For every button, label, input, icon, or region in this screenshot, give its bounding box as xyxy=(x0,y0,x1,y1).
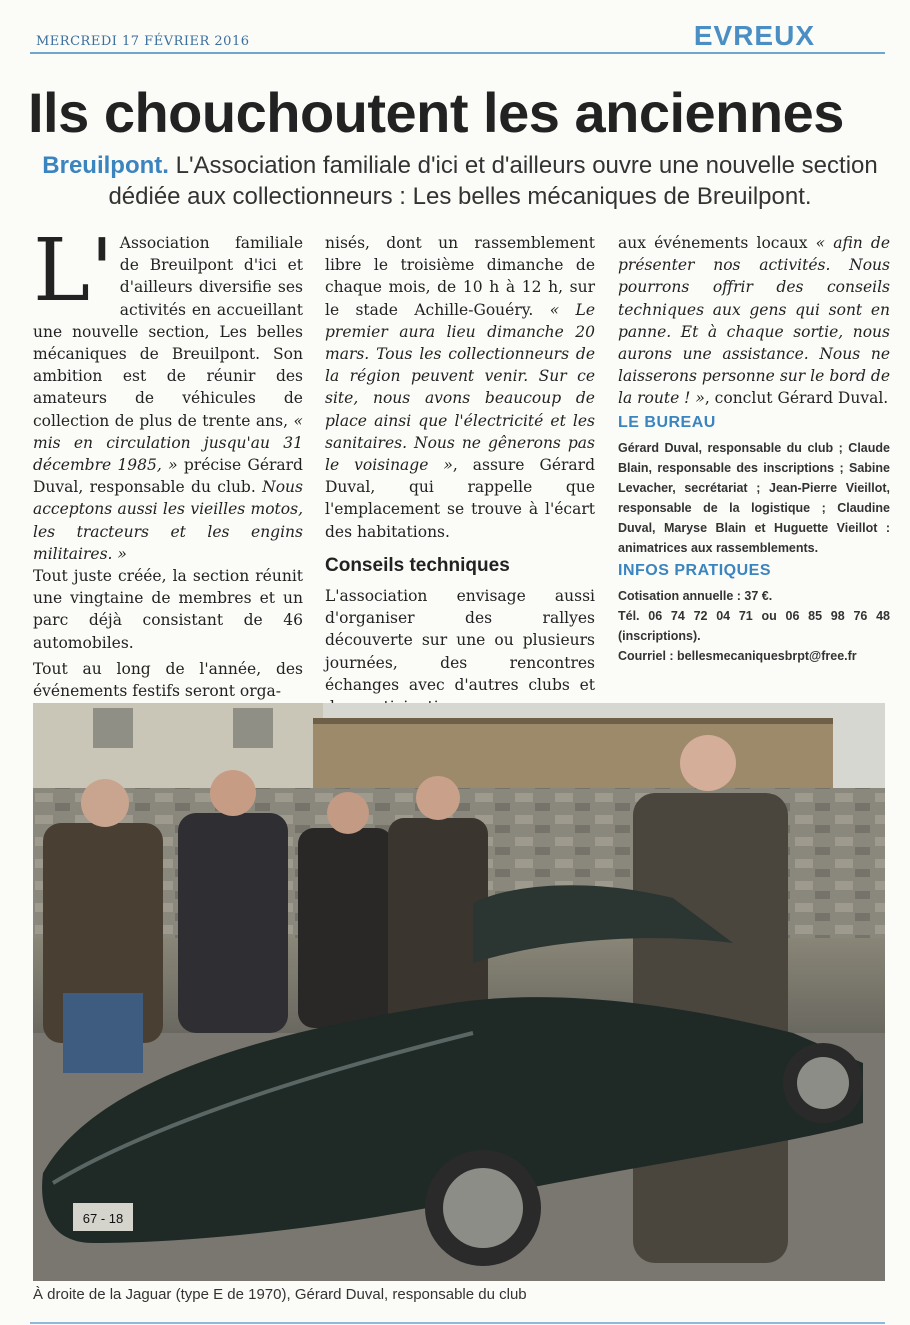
wooden-shed xyxy=(313,718,833,793)
text-run: , assure Gérard Duval, qui rappelle que l'emplacement se trouve à l'écart des habitations. xyxy=(325,456,595,541)
photo-illustration xyxy=(33,703,885,1281)
quote-run: « Le premier aura lieu dimanche 20 mars. Tous les collectionneurs de la région peuvent venir. Sur ce site, nous avons beaucoup de place ainsi que l'électricité et les sanitaires. Nous ne gênerons pas le voisinage » xyxy=(325,300,595,475)
paragraph xyxy=(618,232,890,410)
subheading: Conseils techniques xyxy=(325,554,510,576)
window xyxy=(233,708,273,748)
standfirst-text: L'Association familiale d'ici et d'ailleurs ouvre une nouvelle section dédiée aux collectionneurs : Les belles mécaniques de Breuilpont. xyxy=(108,152,878,210)
paragraph: Tout au long de l'année, des événements festifs seront orga- xyxy=(33,659,303,701)
paragraph xyxy=(33,221,303,565)
infos-title: INFOS PRATIQUES xyxy=(618,561,771,579)
issue-date: MERCREDI 17 FÉVRIER 2016 xyxy=(36,34,250,49)
paragraph: L'association envisage aussi d'organiser des rallyes découverte sur une ou plusieurs journées, des rencontres échanges avec d'autres clubs et xyxy=(325,587,595,694)
quote-run: « mis en circulation jusqu'au 31 décembre 1985, » xyxy=(33,411,303,475)
bureau-list: Gérard Duval, responsable du club ; Claude Blain, responsable des inscriptions ; Sabine Levacher, secrétariat ; Jean-Pierre Vieillot, responsable de la logistique ; Claudine Duval, Maryse Blain et Huguette Vieillot : animatrices aux rassemblements. xyxy=(618,440,890,555)
text-run: précise Gérard Duval, responsable du club. xyxy=(33,456,303,497)
person-gerard-duval xyxy=(633,735,788,1263)
text-run: aux événements locaux xyxy=(618,234,816,252)
article-column-2 xyxy=(325,232,595,718)
license-plate-text: 67 - 18 xyxy=(82,1211,124,1226)
quote-run: « afin de présenter nos activités. Nous pourrons offrir des conseils techniques aux gens qui sont en panne. Et à chaque sortie, nous aurons une assistance. Nous ne laisserons personne sur le bord de la route ! » xyxy=(618,234,890,408)
paragraph xyxy=(325,232,595,543)
drop-cap: L' xyxy=(33,221,114,321)
section-title: EVREUX xyxy=(693,20,815,51)
photo-caption: À droite de la Jaguar (type E de 1970), Gérard Duval, responsable du club xyxy=(33,1286,527,1303)
shed-roof xyxy=(313,718,833,724)
person-1 xyxy=(43,779,163,1073)
article-column-1 xyxy=(33,221,303,702)
footer-divider xyxy=(30,1322,885,1324)
quote-run: Nous acceptons aussi les vieilles motos, les tracteurs et les engins militaires. » xyxy=(33,478,303,563)
window xyxy=(93,708,133,748)
header-divider xyxy=(30,52,885,54)
text-run: , conclut Gérard Duval. xyxy=(704,389,889,408)
email-info: Courriel : bellesmecaniquesbrpt@free.fr xyxy=(618,649,857,664)
kicker-location: Breuilpont. xyxy=(42,152,169,179)
membership-fee: Cotisation annuelle : 37 €. xyxy=(618,589,773,604)
bureau-title: LE BUREAU xyxy=(618,413,716,431)
phone-info: Tél. 06 74 72 04 71 ou 06 85 98 76 48 (inscriptions). xyxy=(618,609,890,644)
paragraph: Tout juste créée, la section réunit une vingtaine de membres et un parc déjà consistant de 46 automobiles. xyxy=(33,567,303,652)
text-run: nisés, dont un rassemblement libre le troisième dimanche de chaque mois, de 10 h à 12 h, sur le stade Achille-Gouéry. xyxy=(325,234,595,319)
text-run: Association familiale de Breuilpont d'ici et d'ailleurs diversifie ses activités en accueillant une nouvelle section, Les belles mécaniques de Breuilpont. Son ambition est de réunir des amateurs de véhicules de collection de plus de trente ans, xyxy=(33,234,303,430)
article-column-3 xyxy=(618,232,890,666)
standfirst xyxy=(30,150,890,212)
article-photo xyxy=(33,703,885,1281)
headline: Ils chouchoutent les anciennes xyxy=(28,81,844,144)
